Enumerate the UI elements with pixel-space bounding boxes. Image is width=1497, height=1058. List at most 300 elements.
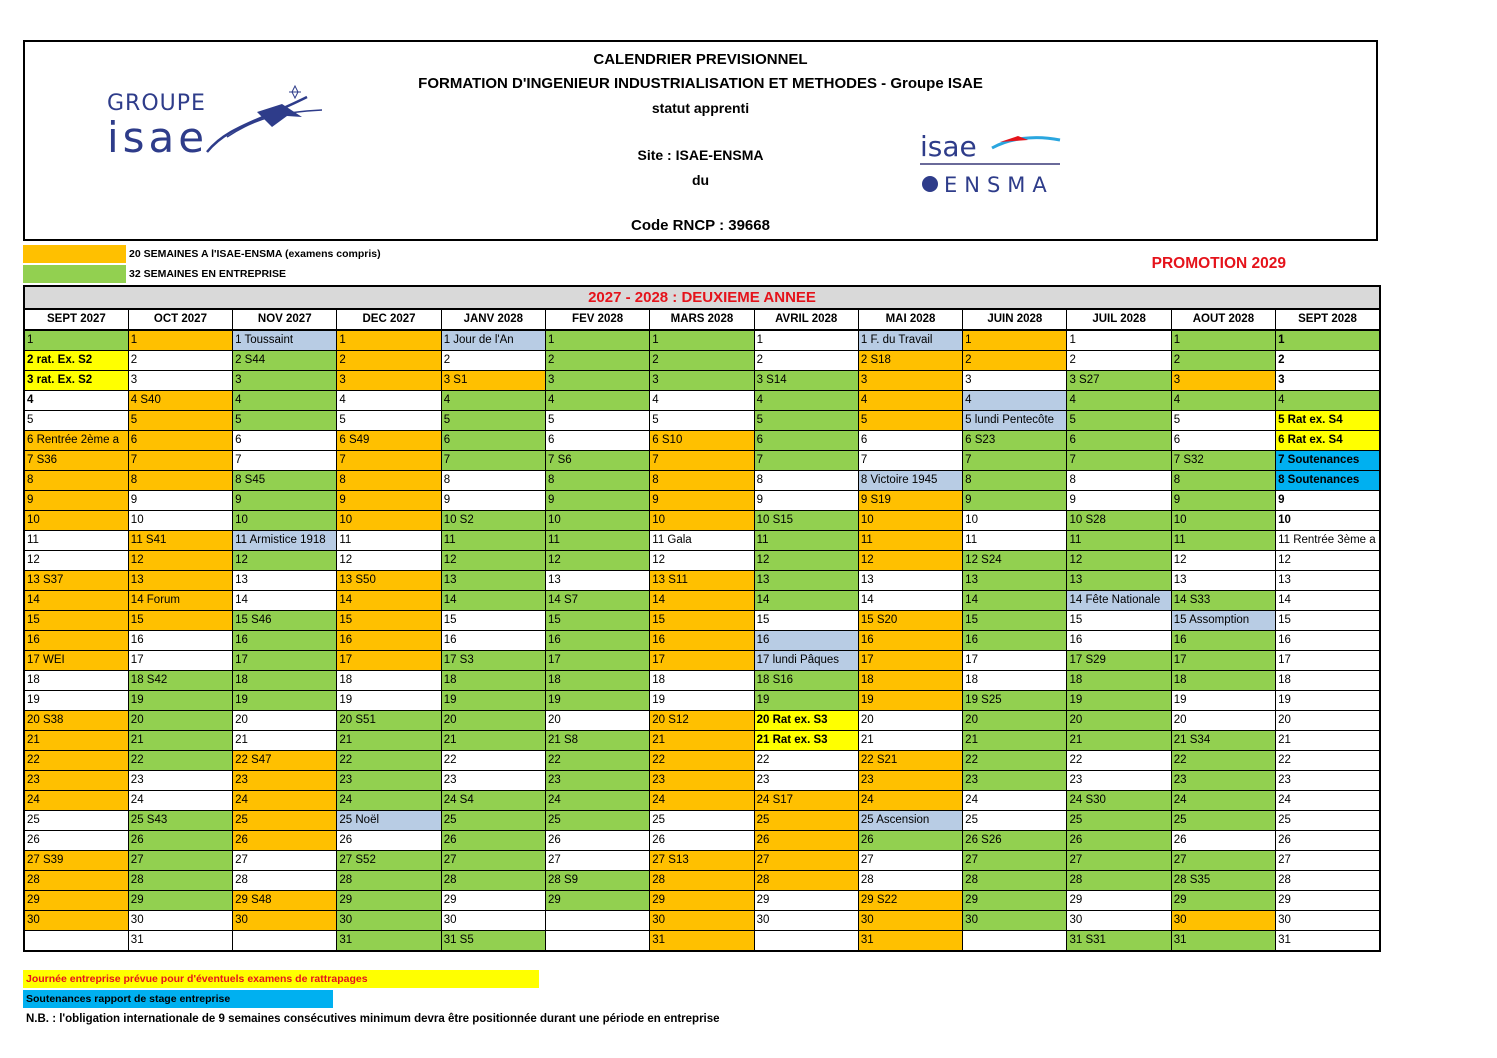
day-cell: 31 xyxy=(1276,931,1380,952)
day-cell: 31 xyxy=(650,931,754,952)
day-cell: 24 S4 xyxy=(441,791,545,811)
day-cell: 23 xyxy=(754,771,858,791)
day-cell: 25 xyxy=(963,811,1067,831)
day-cell: 24 S30 xyxy=(1067,791,1171,811)
day-cell: 22 xyxy=(545,751,649,771)
day-cell: 27 xyxy=(1276,851,1380,871)
legend-item-school xyxy=(23,244,381,263)
day-cell: 15 S46 xyxy=(233,611,337,631)
day-cell: 15 xyxy=(24,611,128,631)
groupe-isae-logo-bottom: isae xyxy=(107,113,209,162)
month-header-row xyxy=(24,309,1380,330)
day-cell: 11 xyxy=(1067,531,1171,551)
day-cell: 28 xyxy=(24,871,128,891)
day-cell: 11 Rentrée 3ème a xyxy=(1276,531,1380,551)
day-cell: 29 xyxy=(650,891,754,911)
day-cell: 13 S37 xyxy=(24,571,128,591)
day-cell: 23 xyxy=(233,771,337,791)
day-cell: 26 xyxy=(754,831,858,851)
day-cell: 17 xyxy=(963,651,1067,671)
day-cell: 10 xyxy=(128,511,232,531)
header-du: du xyxy=(691,172,710,188)
day-cell: 31 xyxy=(337,931,441,952)
day-cell: 21 xyxy=(1276,731,1380,751)
day-cell: 6 xyxy=(233,431,337,451)
day-cell: 13 S11 xyxy=(650,571,754,591)
day-cell: 11 xyxy=(963,531,1067,551)
day-row xyxy=(24,691,1380,711)
day-cell: 20 xyxy=(1171,711,1275,731)
day-cell: 16 xyxy=(963,631,1067,651)
day-cell: 26 xyxy=(337,831,441,851)
day-cell: 10 xyxy=(337,511,441,531)
day-cell: 2 S18 xyxy=(858,351,962,371)
day-cell: 11 S41 xyxy=(128,531,232,551)
day-cell: 19 xyxy=(441,691,545,711)
day-cell: 8 xyxy=(754,471,858,491)
day-row xyxy=(24,591,1380,611)
day-cell: 16 xyxy=(754,631,858,651)
day-row xyxy=(24,351,1380,371)
day-cell: 7 xyxy=(754,451,858,471)
day-cell: 22 xyxy=(1171,751,1275,771)
day-cell: 27 xyxy=(128,851,232,871)
day-cell: 13 xyxy=(545,571,649,591)
day-row xyxy=(24,371,1380,391)
month-header: OCT 2027 xyxy=(128,309,232,330)
day-cell: 30 xyxy=(233,911,337,931)
day-cell xyxy=(545,911,649,931)
day-cell: 27 xyxy=(1171,851,1275,871)
day-cell: 23 xyxy=(963,771,1067,791)
day-cell: 8 Victoire 1945 xyxy=(858,471,962,491)
day-row xyxy=(24,411,1380,431)
day-cell: 10 xyxy=(1171,511,1275,531)
day-cell: 20 Rat ex. S3 xyxy=(754,711,858,731)
day-cell: 11 xyxy=(858,531,962,551)
day-cell: 31 xyxy=(1171,931,1275,952)
day-cell: 1 F. du Travail xyxy=(858,330,962,351)
day-cell: 9 xyxy=(963,491,1067,511)
day-cell: 25 xyxy=(1171,811,1275,831)
legend-swatch-orange xyxy=(23,245,126,263)
day-row xyxy=(24,791,1380,811)
day-cell: 23 xyxy=(858,771,962,791)
day-cell: 29 xyxy=(754,891,858,911)
day-cell: 20 xyxy=(858,711,962,731)
day-cell: 19 S25 xyxy=(963,691,1067,711)
header-box xyxy=(23,40,1378,241)
day-row xyxy=(24,531,1380,551)
header-site: Site : ISAE-ENSMA xyxy=(637,147,764,163)
day-cell: 17 lundi Pâques xyxy=(754,651,858,671)
day-cell: 16 xyxy=(858,631,962,651)
day-cell: 26 xyxy=(1171,831,1275,851)
day-cell: 6 xyxy=(754,431,858,451)
month-header: JANV 2028 xyxy=(441,309,545,330)
day-cell: 13 xyxy=(441,571,545,591)
day-cell: 26 xyxy=(1276,831,1380,851)
day-cell: 22 S21 xyxy=(858,751,962,771)
day-cell: 14 xyxy=(441,591,545,611)
day-cell: 29 xyxy=(1067,891,1171,911)
day-cell: 29 xyxy=(337,891,441,911)
day-cell: 28 xyxy=(1067,871,1171,891)
day-cell: 12 xyxy=(650,551,754,571)
day-cell xyxy=(24,931,128,952)
day-cell: 17 WEI xyxy=(24,651,128,671)
day-cell: 5 xyxy=(858,411,962,431)
day-cell: 1 Jour de l'An xyxy=(441,330,545,351)
day-cell: 5 xyxy=(337,411,441,431)
day-cell: 18 xyxy=(24,671,128,691)
day-cell: 25 xyxy=(545,811,649,831)
day-row xyxy=(24,851,1380,871)
day-cell: 15 xyxy=(1276,611,1380,631)
day-cell: 20 S51 xyxy=(337,711,441,731)
header-subtitle: FORMATION D'INGENIEUR INDUSTRIALISATION ET METHODES - Groupe ISAE xyxy=(418,75,983,92)
day-cell: 7 xyxy=(441,451,545,471)
day-cell: 9 xyxy=(24,491,128,511)
day-cell: 13 xyxy=(233,571,337,591)
day-cell: 21 xyxy=(963,731,1067,751)
day-cell: 1 xyxy=(754,330,858,351)
day-cell: 25 S43 xyxy=(128,811,232,831)
day-cell: 12 xyxy=(754,551,858,571)
day-cell xyxy=(963,931,1067,952)
day-cell: 10 xyxy=(858,511,962,531)
day-cell: 9 xyxy=(1067,491,1171,511)
day-cell: 25 xyxy=(650,811,754,831)
day-cell: 1 xyxy=(1276,330,1380,351)
day-cell: 9 xyxy=(650,491,754,511)
month-header: MAI 2028 xyxy=(858,309,962,330)
day-cell: 25 xyxy=(24,811,128,831)
day-cell: 23 xyxy=(545,771,649,791)
day-cell: 12 xyxy=(1171,551,1275,571)
day-row xyxy=(24,491,1380,511)
day-cell: 18 S42 xyxy=(128,671,232,691)
day-cell: 12 xyxy=(545,551,649,571)
day-cell: 13 xyxy=(1171,571,1275,591)
day-cell: 4 xyxy=(1067,391,1171,411)
day-cell: 14 xyxy=(754,591,858,611)
day-cell: 23 xyxy=(128,771,232,791)
day-cell: 5 xyxy=(754,411,858,431)
day-cell: 19 xyxy=(233,691,337,711)
day-cell: 27 S52 xyxy=(337,851,441,871)
day-cell: 27 xyxy=(441,851,545,871)
day-cell: 8 Soutenances xyxy=(1276,471,1380,491)
day-cell: 5 xyxy=(545,411,649,431)
day-cell: 30 xyxy=(963,911,1067,931)
day-cell: 23 xyxy=(441,771,545,791)
day-cell: 17 xyxy=(233,651,337,671)
day-cell: 28 xyxy=(754,871,858,891)
day-cell: 18 xyxy=(545,671,649,691)
day-cell: 28 xyxy=(963,871,1067,891)
day-cell: 19 xyxy=(650,691,754,711)
month-header: NOV 2027 xyxy=(233,309,337,330)
day-cell: 11 xyxy=(337,531,441,551)
day-cell: 25 xyxy=(233,811,337,831)
day-cell: 28 xyxy=(858,871,962,891)
day-cell: 29 S48 xyxy=(233,891,337,911)
day-cell: 23 xyxy=(1067,771,1171,791)
day-cell: 14 xyxy=(24,591,128,611)
day-cell: 1 xyxy=(24,330,128,351)
day-cell: 19 xyxy=(337,691,441,711)
day-cell: 7 S36 xyxy=(24,451,128,471)
day-cell: 23 xyxy=(24,771,128,791)
day-cell: 13 xyxy=(1067,571,1171,591)
day-cell: 14 xyxy=(858,591,962,611)
day-cell: 15 xyxy=(1067,611,1171,631)
day-cell: 15 xyxy=(963,611,1067,631)
day-cell: 29 xyxy=(963,891,1067,911)
day-cell: 29 xyxy=(128,891,232,911)
day-cell: 1 xyxy=(963,330,1067,351)
legend xyxy=(23,244,1378,284)
day-cell: 14 Fête Nationale xyxy=(1067,591,1171,611)
day-cell: 23 xyxy=(337,771,441,791)
day-cell: 19 xyxy=(24,691,128,711)
day-cell: 24 xyxy=(650,791,754,811)
day-cell: 1 xyxy=(337,330,441,351)
day-cell: 19 xyxy=(128,691,232,711)
day-cell: 29 xyxy=(1171,891,1275,911)
day-cell: 12 xyxy=(233,551,337,571)
day-cell: 12 xyxy=(1276,551,1380,571)
day-cell: 21 xyxy=(128,731,232,751)
day-cell: 29 xyxy=(1276,891,1380,911)
day-cell: 10 xyxy=(650,511,754,531)
day-cell: 3 S27 xyxy=(1067,371,1171,391)
day-cell: 22 xyxy=(650,751,754,771)
day-cell: 5 xyxy=(128,411,232,431)
day-cell: 7 xyxy=(128,451,232,471)
day-row xyxy=(24,811,1380,831)
day-cell: 8 xyxy=(1171,471,1275,491)
isae-ensma-logo-top: isae xyxy=(920,130,977,163)
day-row xyxy=(24,471,1380,491)
day-cell: 8 xyxy=(337,471,441,491)
day-cell: 22 xyxy=(1276,751,1380,771)
day-cell: 4 xyxy=(858,391,962,411)
day-cell: 27 S13 xyxy=(650,851,754,871)
day-cell: 6 S23 xyxy=(963,431,1067,451)
day-cell: 14 xyxy=(650,591,754,611)
day-cell: 25 xyxy=(441,811,545,831)
day-cell: 3 S1 xyxy=(441,371,545,391)
day-cell: 22 xyxy=(128,751,232,771)
day-cell: 8 xyxy=(441,471,545,491)
day-cell: 9 S19 xyxy=(858,491,962,511)
day-cell: 3 rat. Ex. S2 xyxy=(24,371,128,391)
day-row xyxy=(24,651,1380,671)
day-cell: 2 xyxy=(1067,351,1171,371)
day-cell: 17 xyxy=(545,651,649,671)
day-cell: 20 xyxy=(545,711,649,731)
day-cell: 24 xyxy=(963,791,1067,811)
day-cell: 26 xyxy=(650,831,754,851)
day-cell: 27 S39 xyxy=(24,851,128,871)
day-cell: 14 xyxy=(233,591,337,611)
day-cell: 25 xyxy=(1067,811,1171,831)
day-cell: 6 xyxy=(545,431,649,451)
day-cell: 18 xyxy=(233,671,337,691)
day-cell: 9 xyxy=(441,491,545,511)
day-cell: 10 xyxy=(233,511,337,531)
day-cell: 6 Rentrée 2ème a xyxy=(24,431,128,451)
day-cell: 2 S44 xyxy=(233,351,337,371)
day-cell: 7 S6 xyxy=(545,451,649,471)
day-cell: 11 Gala xyxy=(650,531,754,551)
day-cell: 18 S16 xyxy=(754,671,858,691)
day-cell: 29 S22 xyxy=(858,891,962,911)
day-cell: 26 xyxy=(545,831,649,851)
day-cell: 25 Ascension xyxy=(858,811,962,831)
day-cell: 15 xyxy=(128,611,232,631)
day-cell: 1 Toussaint xyxy=(233,330,337,351)
day-cell: 4 xyxy=(650,391,754,411)
day-cell: 7 xyxy=(650,451,754,471)
day-cell xyxy=(545,931,649,952)
day-cell: 16 xyxy=(650,631,754,651)
day-cell: 22 xyxy=(963,751,1067,771)
calendar-table xyxy=(23,285,1381,952)
day-cell: 3 xyxy=(128,371,232,391)
day-cell: 6 Rat ex. S4 xyxy=(1276,431,1380,451)
day-cell: 4 xyxy=(233,391,337,411)
day-cell: 30 xyxy=(24,911,128,931)
day-cell: 13 xyxy=(1276,571,1380,591)
day-cell: 17 xyxy=(128,651,232,671)
day-cell: 15 xyxy=(337,611,441,631)
day-row xyxy=(24,451,1380,471)
day-row xyxy=(24,330,1380,351)
day-cell: 4 xyxy=(24,391,128,411)
day-row xyxy=(24,391,1380,411)
day-cell: 13 xyxy=(754,571,858,591)
day-cell: 20 xyxy=(1067,711,1171,731)
legend-label-company: 32 SEMAINES EN ENTREPRISE xyxy=(129,267,286,280)
day-cell: 25 Noël xyxy=(337,811,441,831)
day-cell: 20 xyxy=(441,711,545,731)
legend-swatch-green xyxy=(23,265,126,283)
day-cell: 30 xyxy=(128,911,232,931)
month-header: AOUT 2028 xyxy=(1171,309,1275,330)
day-cell: 15 S20 xyxy=(858,611,962,631)
day-cell: 24 xyxy=(233,791,337,811)
day-cell: 5 xyxy=(233,411,337,431)
day-cell: 12 xyxy=(858,551,962,571)
day-row xyxy=(24,711,1380,731)
calendar-title: 2027 - 2028 : DEUXIEME ANNEE xyxy=(24,286,1380,309)
month-header: JUIL 2028 xyxy=(1067,309,1171,330)
day-cell: 21 xyxy=(650,731,754,751)
day-cell: 16 xyxy=(233,631,337,651)
day-cell: 12 xyxy=(128,551,232,571)
day-cell: 7 xyxy=(1067,451,1171,471)
day-cell: 16 xyxy=(337,631,441,651)
day-cell: 11 xyxy=(24,531,128,551)
day-cell: 6 xyxy=(1067,431,1171,451)
day-cell: 28 xyxy=(650,871,754,891)
day-row xyxy=(24,891,1380,911)
day-cell: 24 xyxy=(24,791,128,811)
day-cell: 13 xyxy=(963,571,1067,591)
day-cell: 30 xyxy=(650,911,754,931)
day-cell: 21 xyxy=(24,731,128,751)
day-cell: 4 S40 xyxy=(128,391,232,411)
note-soutenances: Soutenances rapport de stage entreprise xyxy=(23,990,333,1008)
day-cell: 21 S34 xyxy=(1171,731,1275,751)
month-header: DEC 2027 xyxy=(337,309,441,330)
day-cell: 17 xyxy=(1171,651,1275,671)
day-cell: 22 xyxy=(1067,751,1171,771)
day-cell: 15 xyxy=(754,611,858,631)
day-cell: 8 xyxy=(963,471,1067,491)
bird-icon xyxy=(257,104,302,127)
day-cell: 5 xyxy=(441,411,545,431)
day-cell: 3 xyxy=(963,371,1067,391)
day-cell: 24 xyxy=(545,791,649,811)
day-cell: 18 xyxy=(337,671,441,691)
day-cell: 1 xyxy=(545,330,649,351)
day-cell: 1 xyxy=(1171,330,1275,351)
day-cell: 29 xyxy=(24,891,128,911)
day-cell: 16 xyxy=(24,631,128,651)
day-cell: 15 xyxy=(545,611,649,631)
day-cell: 2 xyxy=(650,351,754,371)
day-cell: 2 xyxy=(441,351,545,371)
day-cell: 22 xyxy=(24,751,128,771)
day-cell: 17 S3 xyxy=(441,651,545,671)
note-rattrapage: Journée entreprise prévue pour d'éventuels examens de rattrapages xyxy=(23,970,539,988)
day-cell: 30 xyxy=(858,911,962,931)
day-cell: 12 S24 xyxy=(963,551,1067,571)
day-cell: 26 S26 xyxy=(963,831,1067,851)
day-cell: 5 lundi Pentecôte xyxy=(963,411,1067,431)
day-cell: 7 xyxy=(858,451,962,471)
day-cell: 5 xyxy=(1171,411,1275,431)
day-cell: 4 xyxy=(1171,391,1275,411)
day-cell: 8 S45 xyxy=(233,471,337,491)
day-cell: 24 S17 xyxy=(754,791,858,811)
day-row xyxy=(24,511,1380,531)
day-cell: 17 xyxy=(337,651,441,671)
day-cell: 30 xyxy=(1276,911,1380,931)
day-cell: 10 xyxy=(24,511,128,531)
day-cell: 20 xyxy=(233,711,337,731)
day-cell: 1 xyxy=(1067,330,1171,351)
day-cell: 5 Rat ex. S4 xyxy=(1276,411,1380,431)
day-cell: 16 xyxy=(1276,631,1380,651)
day-cell: 10 xyxy=(1276,511,1380,531)
day-cell: 21 xyxy=(858,731,962,751)
day-cell: 18 xyxy=(1276,671,1380,691)
day-cell: 20 xyxy=(963,711,1067,731)
day-row xyxy=(24,911,1380,931)
day-cell: 24 xyxy=(858,791,962,811)
day-row xyxy=(24,871,1380,891)
day-cell: 17 xyxy=(858,651,962,671)
day-cell: 25 xyxy=(1276,811,1380,831)
day-cell: 19 xyxy=(858,691,962,711)
header-title: CALENDRIER PREVISIONNEL xyxy=(593,51,808,68)
day-cell: 17 xyxy=(650,651,754,671)
